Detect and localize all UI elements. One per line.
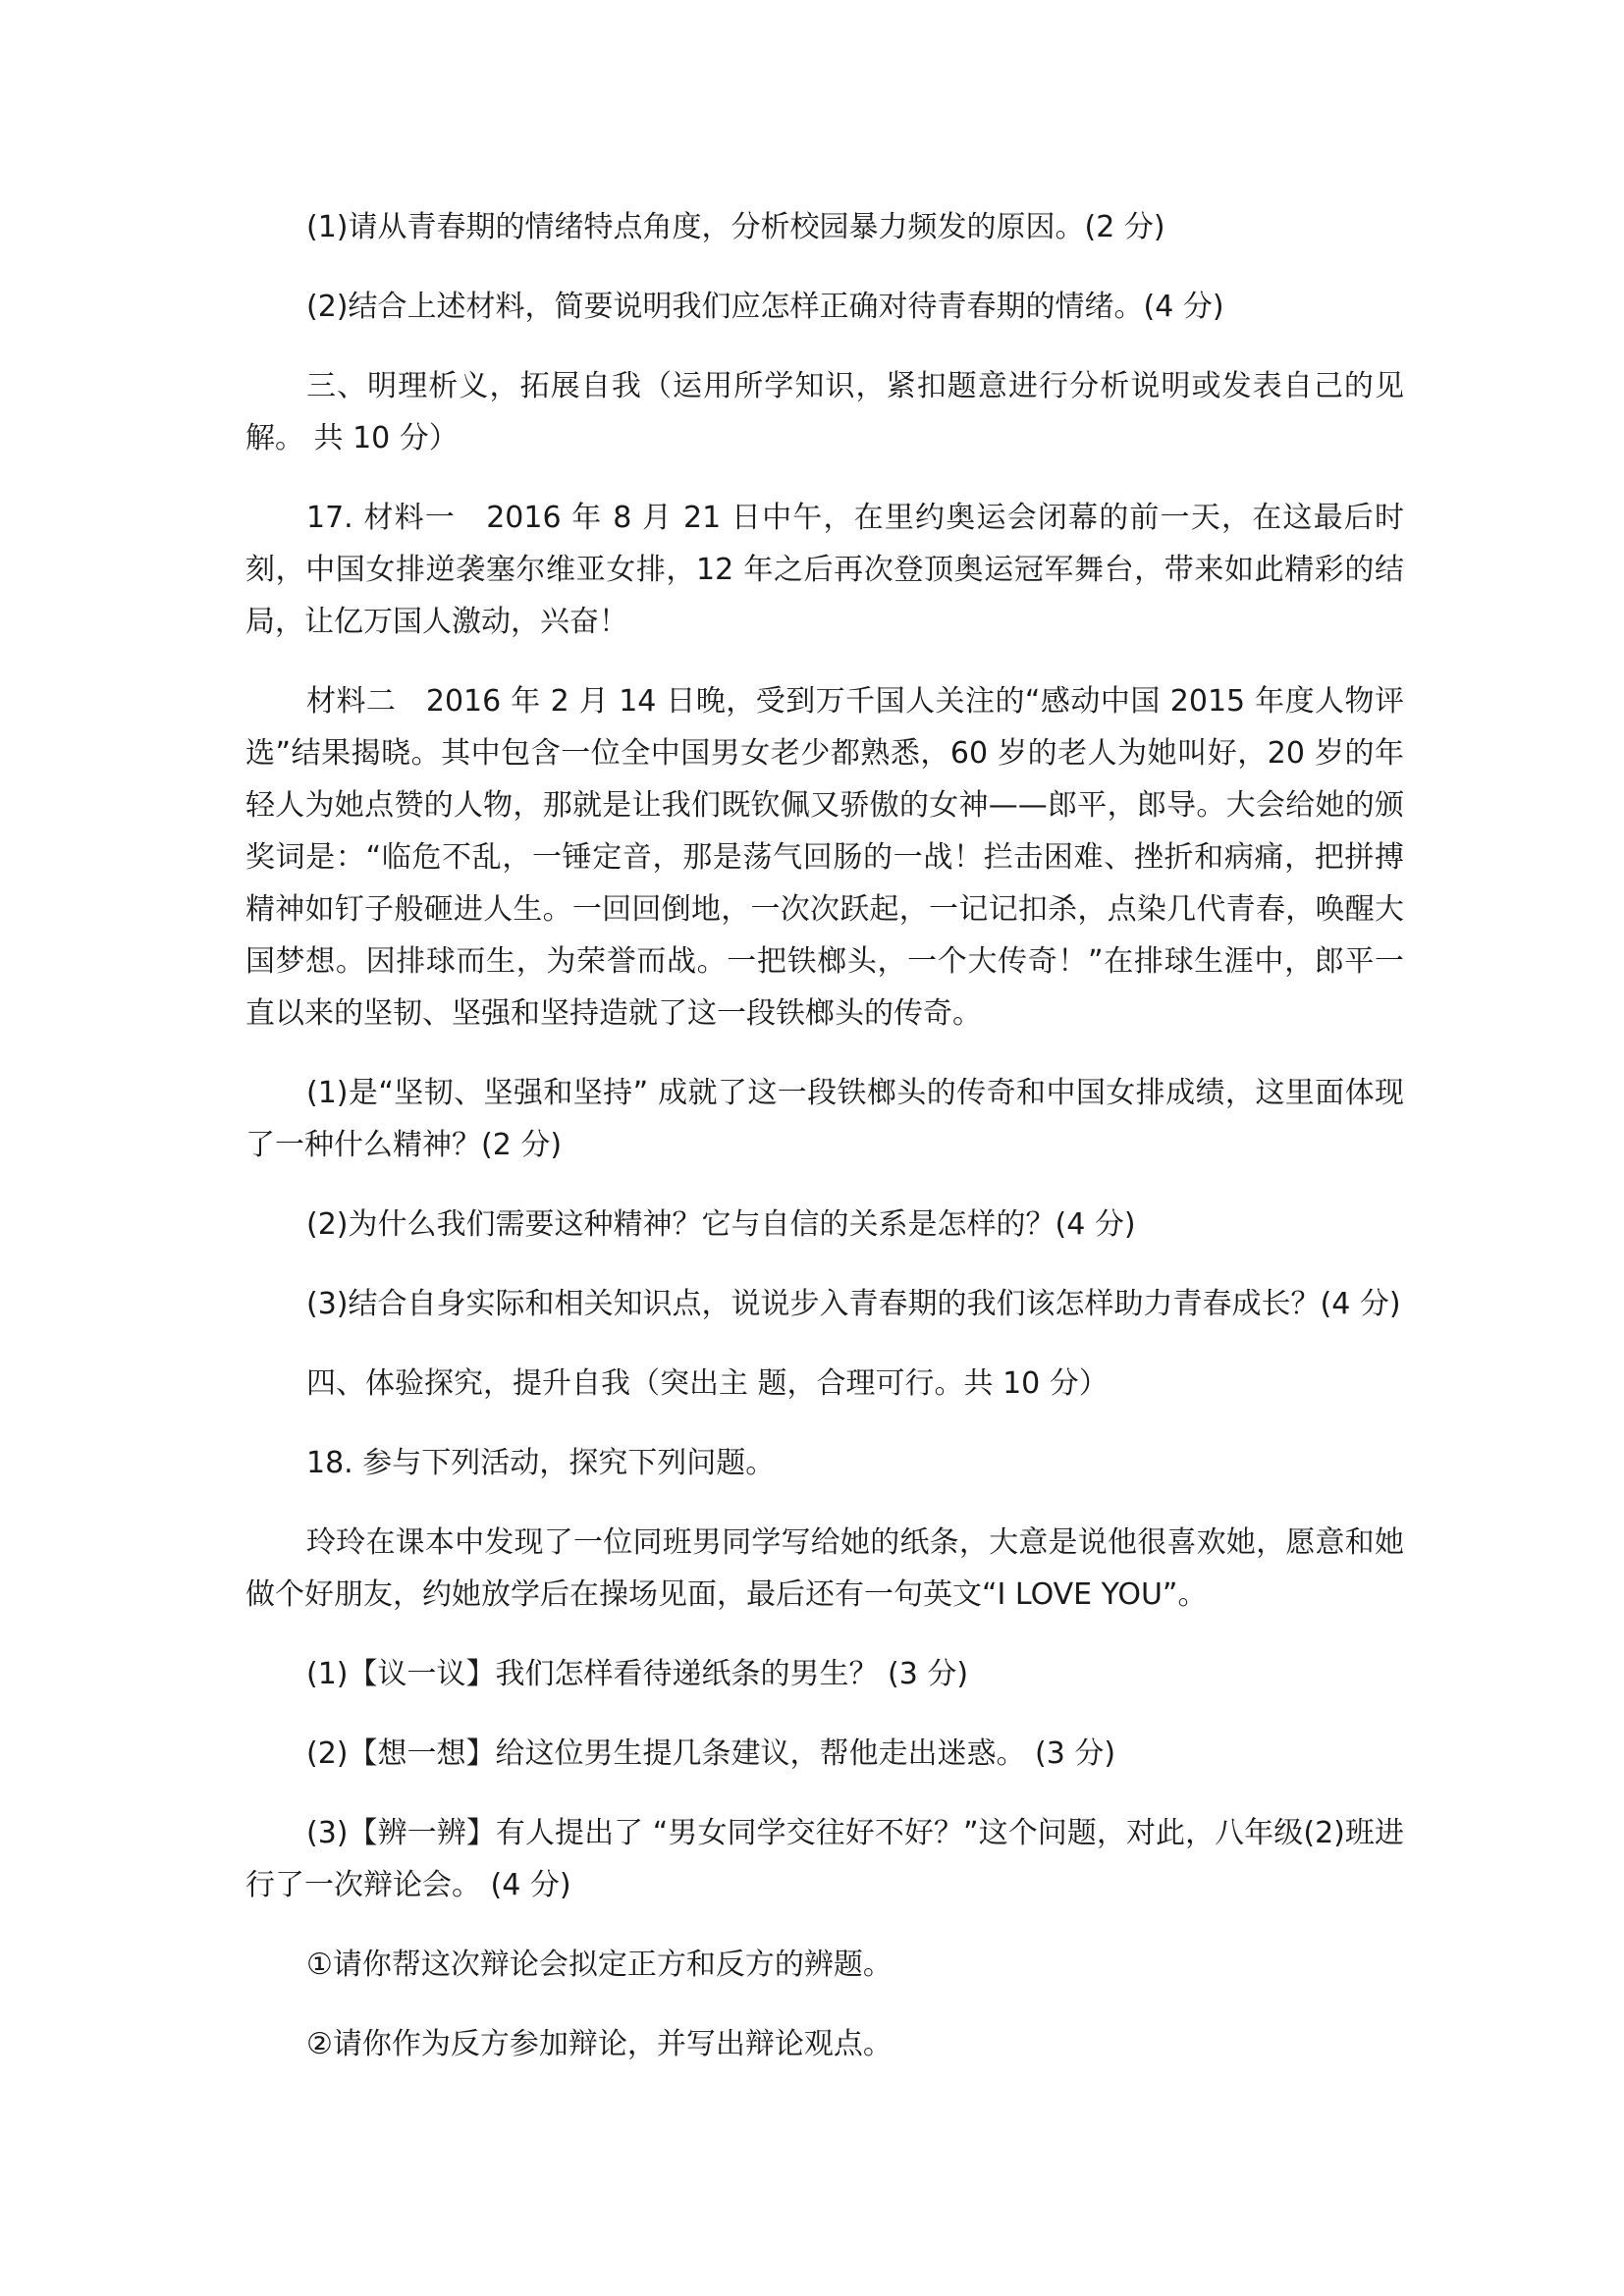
material-one: 17. 材料一 2016 年 8 月 21 日中午，在里约奥运会闭幕的前一天，在这最后时刻，中国女排逆袭塞尔维亚女排，12 年之后再次登顶奥运冠军舞台，带来如此精彩的结局，让亿万国人激动，兴奋！ xyxy=(245,501,1404,639)
question-16-1: (1)请从青春期的情绪特点角度，分析校园暴力频发的原因。(2 分) xyxy=(306,210,1165,244)
question-17-2: (2)为什么我们需要这种精神？它与自信的关系是怎样的？(4 分) xyxy=(306,1207,1136,1242)
question-18-3-a: ①请你帮这次辩论会拟定正方和反方的辨题。 xyxy=(306,1948,893,1982)
question-17-1: (1)是“坚韧、坚强和坚持” 成就了这一段铁榔头的传奇和中国女排成绩，这里面体现了一种什么精神？(2 分) xyxy=(245,1076,1404,1162)
question-18-intro: 18. 参与下列活动，探究下列问题。 xyxy=(306,1446,776,1480)
question-17-3: (3)结合自身实际和相关知识点，说说步入青春期的我们该怎样助力青春成长？(4 分) xyxy=(306,1287,1401,1321)
question-18-scenario: 玲玲在课本中发现了一位同班男同学写给她的纸条，大意是说他很喜欢她，愿意和她做个好朋友，约她放学后在操场见面，最后还有一句英文“I LOVE YOU”。 xyxy=(245,1525,1404,1612)
question-18-2: (2)【想一想】给这位男生提几条建议，帮他走出迷惑。 (3 分) xyxy=(306,1736,1116,1771)
material-two: 材料二 2016 年 2 月 14 日晚，受到万千国人关注的“感动中国 2015 年度人物评选”结果揭晓。其中包含一位全中国男女老少都熟悉，60 岁的老人为她叫好，20 岁的年轻人为她点赞的人物，那就是让我们既钦佩又骄傲的女神——郎平，郎导。大会给她的颁奖词是：“临危不乱，一锤定音，那是荡气回肠的一战！拦击困难、挫折和病痛，把拼搏精神如钉子般砸进人生。一回回倒地，一次次跃起，一记记扣杀，点染几代青春，唤醒大国梦想。因排球而生，为荣誉而战。一把铁榔头，一个大传奇！”在排球生涯中，郎平一直以来的坚韧、坚强和坚持造就了这一段铁榔头的传奇。 xyxy=(245,684,1404,1031)
question-16-2: (2)结合上述材料，简要说明我们应怎样正确对待青春期的情绪。(4 分) xyxy=(306,290,1224,324)
section-3-heading: 三、明理析义，拓展自我（运用所学知识，紧扣题意进行分析说明或发表自己的见解。 共 10 分） xyxy=(245,369,1404,455)
question-18-1: (1)【议一议】我们怎样看待递纸条的男生？ (3 分) xyxy=(306,1657,969,1691)
question-18-3: (3)【辨一辨】有人提出了 “男女同学交往好不好？”这个问题，对此，八年级(2)班进行了一次辩论会。 (4 分) xyxy=(245,1816,1404,1902)
document-page xyxy=(245,201,1404,2098)
section-4-heading: 四、体验探究，提升自我（突出主 题，合理可行。共 10 分） xyxy=(306,1366,1109,1401)
question-18-3-b: ②请你作为反方参加辩论，并写出辩论观点。 xyxy=(306,2027,893,2061)
